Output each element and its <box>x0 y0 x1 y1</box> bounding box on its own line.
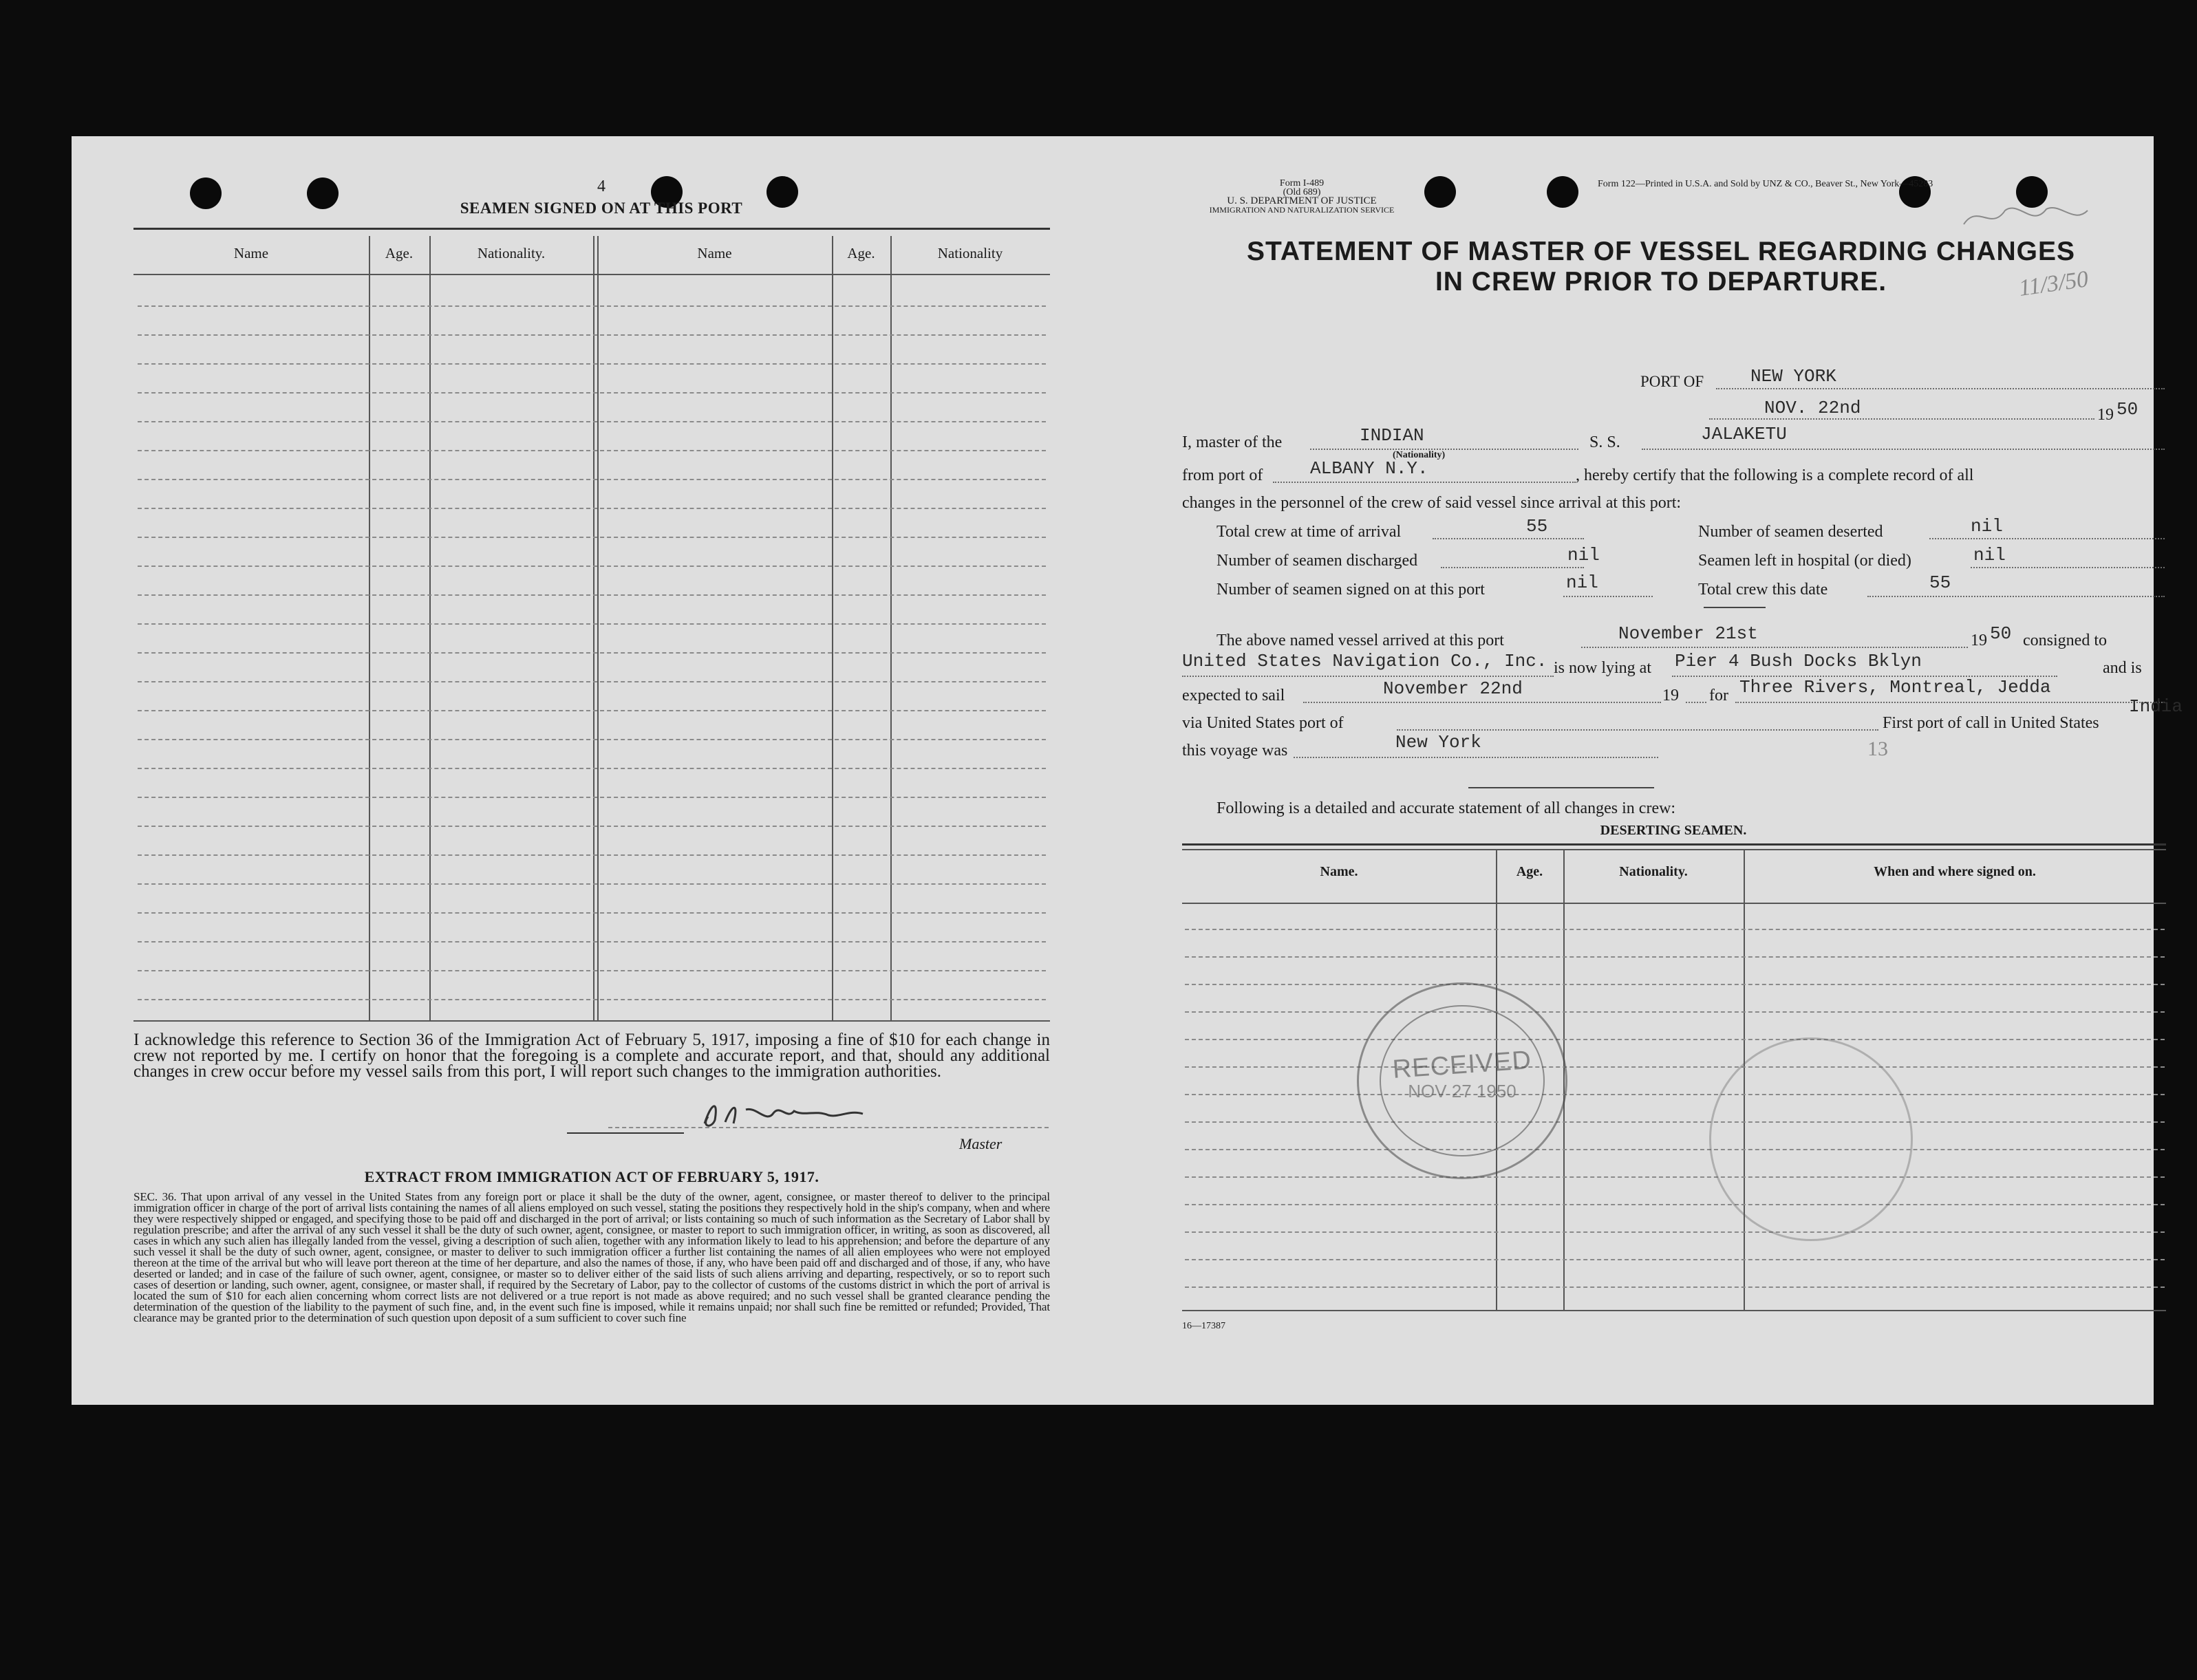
department-name: U. S. DEPARTMENT OF JUSTICE <box>1227 195 1377 206</box>
faded-stamp <box>1709 1037 1913 1241</box>
table-row <box>138 797 1046 798</box>
table-row <box>1185 1259 2165 1260</box>
table-row <box>1185 1176 2165 1178</box>
signed-on-label: Number of seamen signed on at this port <box>1217 581 1485 599</box>
table-row <box>1185 956 2165 958</box>
form-title-line2: IN CREW PRIOR TO DEPARTURE. <box>1435 267 1887 297</box>
discharged-value: nil <box>1567 545 1600 566</box>
punch-hole <box>1547 176 1578 208</box>
voyage-value: New York <box>1395 732 1481 753</box>
punch-hole <box>190 177 222 209</box>
deserting-title: DESERTING SEAMEN. <box>1600 823 1747 838</box>
page-number: 4 <box>597 177 605 195</box>
arrived-year-prefix: 19 <box>1971 632 1987 649</box>
table-row <box>1185 1011 2165 1013</box>
table-row <box>1185 1066 2165 1068</box>
nationality-caption: (Nationality) <box>1393 450 1446 460</box>
port-label: PORT OF <box>1640 373 1704 390</box>
table-row <box>138 999 1046 1000</box>
column-header: When and where signed on. <box>1874 864 2036 879</box>
table-row <box>138 566 1046 567</box>
lying-value: Pier 4 Bush Docks Bklyn <box>1675 651 1922 671</box>
extract-text: SEC. 36. That upon arrival of any vessel in the United States from any foreign port or place it shall be the duty of the owner, agent, consignee, or master thereof to deliver to the principal immigration officer in charge of the port of arrival lists containing the names of all aliens employed on such vessel, stating the positions they respectively hold in the ship's company, when and where they were respectively shipped or engaged, and specifying those to be paid off and discharged in the port of arrival; or lists containing so much of such information as the Secretary of Labor shall by regulation prescribe; and after the arrival of any such vessel it shall be the duty of such owner, agent, consignee, or master to report to such immigration officer, in writing, as soon as discovered, all cases in which any such alien has illegally landed from the vessel, giving a description of such alien, together with any information likely to lead to his apprehension; and before the departure of any such vessel it shall be the duty of such owner, agent, consignee, or master to deliver to such immigration officer a further list containing the names of all alien employees who were not employed thereon at the time of the arrival but who will leave port thereon at the time of her departure, and also the names of those, if any, who have been paid off and discharged and of those, if any, who have deserted or landed; and in case of the failure of such owner, agent, consignee, or master so to deliver either of the said lists of such aliens arriving and departing, respectively, or so to report such cases of desertion or landing, such owner, agent, consignee, or master shall, if required by the Secretary of Labor, pay to the collector of customs of the customs district in which the port of arrival is located the sum of $10 for each alien concerning whom correct lists are not delivered or a true report is not made as above required; and no such vessel shall be granted clearance pending the determination of the question of the liability to the payment of such fine, and, in the event such fine is imposed, while it remains unpaid; nor shall such fine be remitted or refunded; Provided, That clearance may be granted prior to the determination of such question upon deposit of a sum sufficient to cover such fine <box>133 1190 1050 1324</box>
table-row <box>1185 1039 2165 1040</box>
lying-label: is now lying at <box>1554 659 1651 677</box>
table-row <box>138 305 1046 307</box>
extract-title: EXTRACT FROM IMMIGRATION ACT OF FEBRUARY 5, 1917. <box>364 1168 819 1185</box>
form-title-line1: STATEMENT OF MASTER OF VESSEL REGARDING CHANGES <box>1246 237 2076 266</box>
form-number: Form I-489 <box>1279 178 1325 189</box>
column-header: Name <box>697 245 732 261</box>
pencil-scribble <box>1957 197 2094 238</box>
document-sheet <box>72 136 2183 1405</box>
service-name: IMMIGRATION AND NATURALIZATION SERVICE <box>1209 205 1395 215</box>
pencil-note: 13 <box>1867 737 1888 760</box>
column-header: Nationality <box>937 245 1003 261</box>
total-arrival-value: 55 <box>1526 516 1548 537</box>
date-value: NOV. 22nd <box>1764 398 1861 418</box>
table-row <box>138 768 1046 769</box>
sail-value: November 22nd <box>1383 678 1523 699</box>
total-date-value: 55 <box>1929 572 1951 593</box>
table-row <box>1185 1121 2165 1123</box>
acknowledgement-text: I acknowledge this reference to Section 36 of the Immigration Act of February 5, 1917, imposing a fine of $10 for each change in crew not reported by me. I certify on honor that the foregoing is a complete and accurate report, and that, should any additional changes in crew occur before my vessel sails from this port, I will report such changes to the immigration authorities. <box>133 1031 1050 1081</box>
table-row <box>1185 1286 2165 1288</box>
hospital-label: Seamen left in hospital (or died) <box>1698 552 1911 570</box>
table-row <box>1185 1149 2165 1150</box>
changes-text: changes in the personnel of the crew of said vessel since arrival at this port: <box>1182 494 1682 512</box>
column-header: Nationality. <box>477 245 546 261</box>
master-signature <box>691 1096 952 1130</box>
printer-line: Form 122—Printed in U.S.A. and Sold by UNZ & CO., Beaver St., New York—45283 <box>1598 179 1933 189</box>
certify-text: , hereby certify that the following is a complete record of all <box>1576 466 1974 484</box>
via-label: via United States port of <box>1182 714 1344 732</box>
punch-hole <box>307 177 339 209</box>
table-row <box>138 854 1046 856</box>
table-row <box>138 826 1046 827</box>
deserted-value: nil <box>1971 516 2003 537</box>
table-row <box>138 970 1046 971</box>
column-header: Nationality. <box>1619 864 1688 879</box>
form-old-number: (Old 689) <box>1283 187 1321 197</box>
from-port-value: ALBANY N.Y. <box>1310 458 1428 479</box>
consigned-label: consigned to <box>2023 632 2107 649</box>
for-value: Three Rivers, Montreal, Jedda <box>1739 677 2051 698</box>
table-row <box>138 941 1046 943</box>
table-row <box>138 623 1046 625</box>
table-row <box>138 594 1046 596</box>
table-row <box>1185 929 2165 930</box>
column-header: Name <box>233 245 269 261</box>
table-row <box>138 739 1046 740</box>
margin-note: 11/3/50 <box>2017 266 2090 301</box>
arrived-year: 50 <box>1990 623 2012 644</box>
nationality-value: INDIAN <box>1360 425 1424 446</box>
table-row <box>1185 984 2165 985</box>
table-row <box>138 508 1046 509</box>
form-code: 16—17387 <box>1182 1321 1225 1331</box>
consignee-value: United States Navigation Co., Inc. <box>1182 651 1547 671</box>
voyage-label: this voyage was <box>1182 742 1288 760</box>
table-row <box>138 537 1046 538</box>
column-header: Age. <box>385 245 414 261</box>
table-row <box>138 392 1046 394</box>
for-label: for <box>1709 687 1728 704</box>
sail-year-prefix: 19 <box>1662 687 1679 704</box>
table-row <box>138 450 1046 451</box>
port-value: NEW YORK <box>1750 366 1836 387</box>
discharged-label: Number of seamen discharged <box>1217 552 1418 570</box>
table-row <box>138 710 1046 711</box>
form-header <box>1150 179 1453 215</box>
table-row <box>1185 1204 2165 1205</box>
and-is-label: and is <box>2103 659 2142 677</box>
stamp-text: RECEIVED <box>1391 1045 1533 1085</box>
left-page-title: SEAMEN SIGNED ON AT THIS PORT <box>460 200 743 217</box>
total-date-label: Total crew this date <box>1698 581 1828 599</box>
table-row <box>1185 1094 2165 1095</box>
column-header: Name. <box>1320 864 1358 879</box>
signed-on-value: nil <box>1566 572 1598 593</box>
sail-label: expected to sail <box>1182 687 1285 704</box>
total-arrival-label: Total crew at time of arrival <box>1217 523 1402 541</box>
received-stamp <box>1357 982 1567 1179</box>
following-label: Following is a detailed and accurate statement of all changes in crew: <box>1217 799 1676 817</box>
year-prefix: 19 <box>2097 406 2114 424</box>
first-port-label: First port of call in United States <box>1883 714 2099 732</box>
table-row <box>138 479 1046 480</box>
ss-label: S. S. <box>1589 433 1620 451</box>
table-row <box>138 883 1046 885</box>
master-label: Master <box>959 1135 1003 1152</box>
for-value-continued: India <box>2129 696 2183 717</box>
from-port-label: from port of <box>1182 466 1263 484</box>
table-row <box>138 681 1046 682</box>
arrived-value: November 21st <box>1618 623 1758 644</box>
table-row <box>138 363 1046 365</box>
master-of-label: I, master of the <box>1182 433 1283 451</box>
hospital-value: nil <box>1973 545 2006 566</box>
deserted-label: Number of seamen deserted <box>1698 523 1883 541</box>
stamp-date: NOV 27 1950 <box>1408 1081 1517 1101</box>
table-row <box>138 334 1046 336</box>
year-value: 50 <box>2116 399 2139 420</box>
table-row <box>1185 1231 2165 1233</box>
column-header: Age. <box>1516 864 1543 879</box>
column-header: Age. <box>847 245 875 261</box>
arrived-label: The above named vessel arrived at this port <box>1217 632 1504 649</box>
table-row <box>138 652 1046 654</box>
table-row <box>138 912 1046 914</box>
vessel-value: JALAKETU <box>1701 424 1787 444</box>
table-row <box>138 421 1046 422</box>
